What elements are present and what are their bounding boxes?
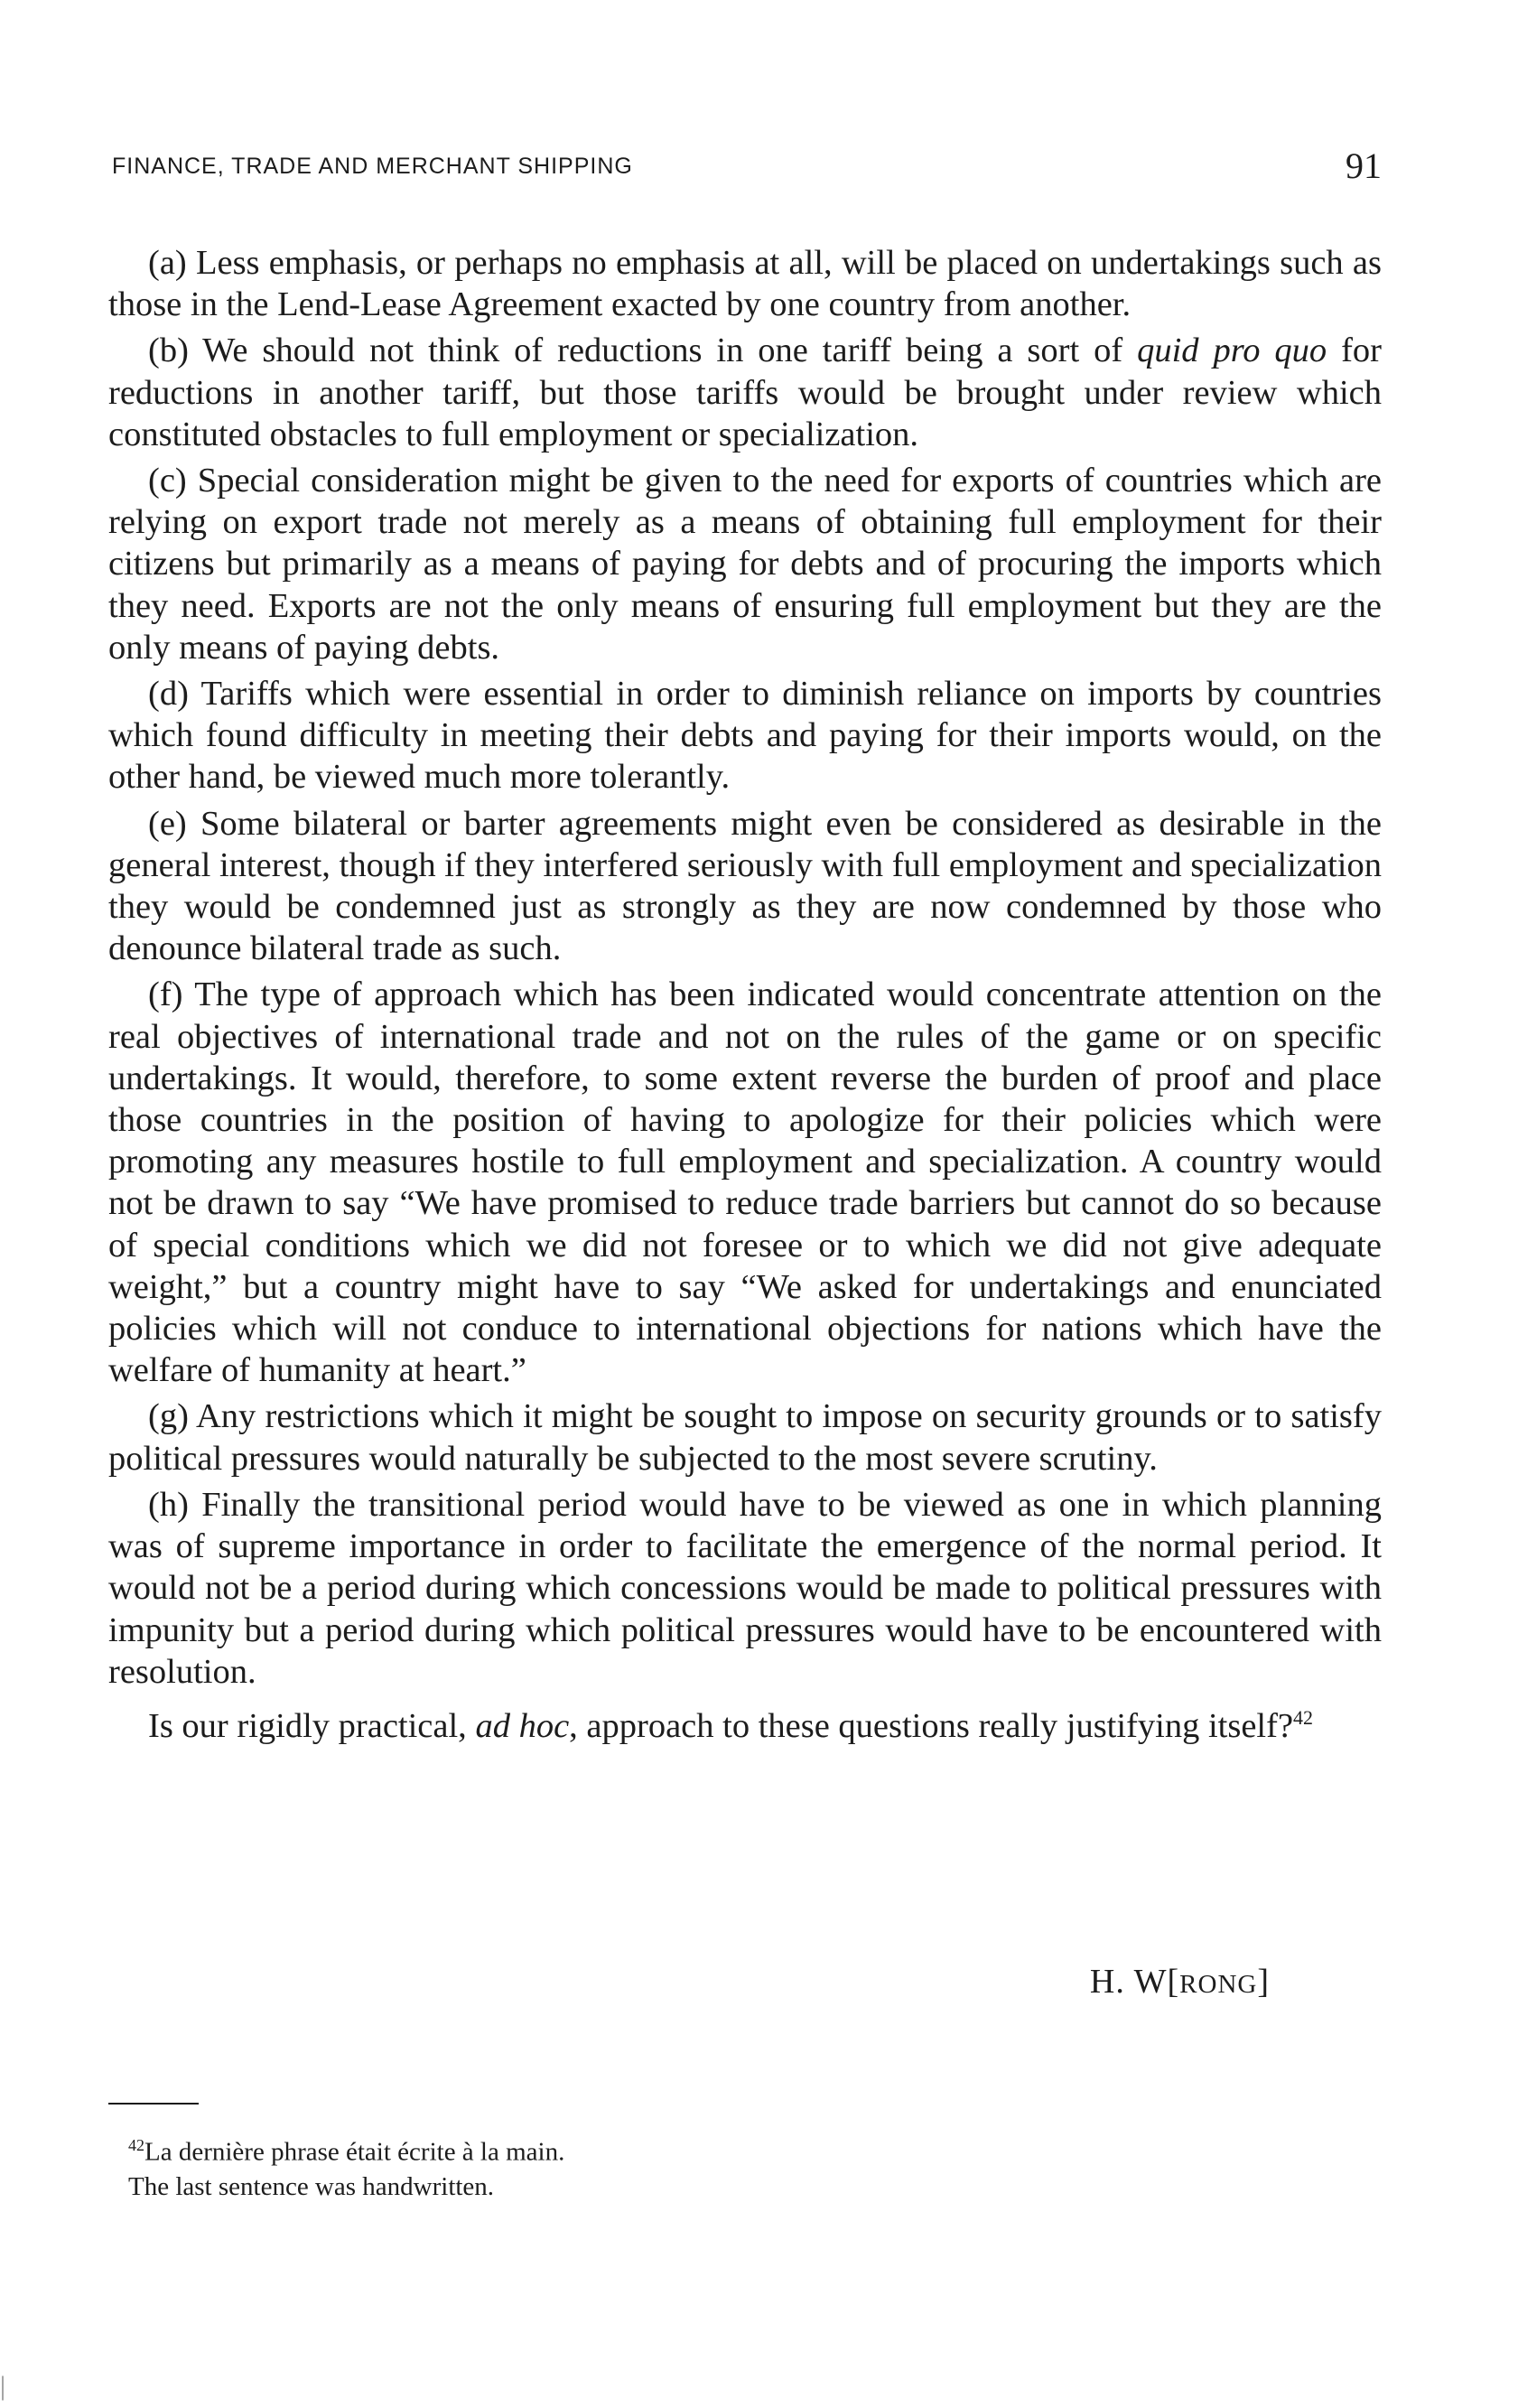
footnote-english: The last sentence was handwritten. <box>128 2171 495 2201</box>
running-header <box>108 145 1382 190</box>
paragraph-e: (e) Some bilateral or barter agreements might even be considered as desirable in the general interest, though if they interfered seriously with full employment and specialization they would be condemned just as strongly as they are now condemned by those who denounce bilateral trade as such. <box>108 804 1382 968</box>
closing-text-start: Is our rigidly practical, <box>148 1706 476 1745</box>
paragraph-g: (g) Any restrictions which it might be sought to impose on security grounds or to satisfy political pressures would naturally be subjected to the most severe scrutiny. <box>108 1397 1382 1478</box>
signature-initial: H. W <box>1089 1963 1168 2001</box>
footnote-french <box>128 2128 564 2170</box>
paragraph-c: (c) Special consideration might be given to the need for exports of countries which are relying on export trade not merely as a means of obtaining full employment for their citizens but primarily as a means of paying for debts and of procuring the imports which they need. Exports are not the only means of ensuring full employment but they are the only means of paying debts. <box>108 462 1382 667</box>
closing-italic: ad hoc <box>475 1706 570 1745</box>
signature-bracket-close: ] <box>1257 1963 1270 2001</box>
margin-mark: | <box>0 2371 6 2401</box>
paragraph-h: (h) Finally the transitional period would have to be viewed as one in which planning was of supreme importance in order to facilitate the emergence of the normal period. It would not be a period during which concessions would be made to political pressures with impunity but a period during which political pressures would have to be encountered with resolution. <box>108 1485 1382 1691</box>
page-number: 91 <box>1346 145 1382 186</box>
paragraph-b <box>108 330 1382 455</box>
paragraph-b-text-start: (b) We should not think of reductions in one tariff being a sort of <box>148 331 1138 370</box>
paragraph-f: (f) The type of approach which has been indicated would concentrate attention on the real objectives of international trade and not on the rules of the game or on specific undertakings. It would, therefore, to some extent reverse the burden of proof and place those countries in the position of having to apologize for their policies which were promoting any measures hostile to full employment and specialization. A country would not be drawn to say “We have promised to reduce trade barriers but cannot do so because of special conditions which we did not foresee or to which we did not give adequate weight,” but a country might have to say “We asked for undertakings and enunciated policies which will not conduce to international objections for nations which have the welfare of humanity at heart.” <box>108 975 1382 1390</box>
footnote-reference: 42 <box>1293 1705 1314 1729</box>
closing-text-end: , approach to these questions really justifying itself? <box>569 1706 1294 1745</box>
closing-question <box>108 1697 1382 1747</box>
paragraph-b-italic: quid pro quo <box>1137 331 1327 370</box>
signature <box>1090 1962 1270 2002</box>
body-text <box>108 242 1382 1747</box>
footnote-number: 42 <box>128 2136 144 2154</box>
footnote-divider <box>108 2103 199 2105</box>
footnote <box>128 2128 564 2204</box>
signature-bracket-open: [ <box>1167 1963 1180 2001</box>
paragraph-b-text-end: for reductions in another tariff, but those tariffs would be brought under review which constituted obstacles to full employment or specialization. <box>108 331 1382 453</box>
paragraph-a: (a) Less emphasis, or perhaps no emphasis at all, will be placed on undertakings such as those in the Lend-Lease Agreement exacted by one country from another. <box>108 244 1382 324</box>
signature-small-caps: RONG <box>1179 1970 1258 1999</box>
paragraph-d: (d) Tariffs which were essential in order to diminish reliance on imports by countries which found difficulty in meeting their debts and paying for their imports would, on the other hand, be viewed much more tolerantly. <box>108 675 1382 797</box>
running-title: FINANCE, TRADE AND MERCHANT SHIPPING <box>112 154 633 179</box>
footnote-french-text: La dernière phrase était écrite à la main. <box>144 2137 565 2167</box>
